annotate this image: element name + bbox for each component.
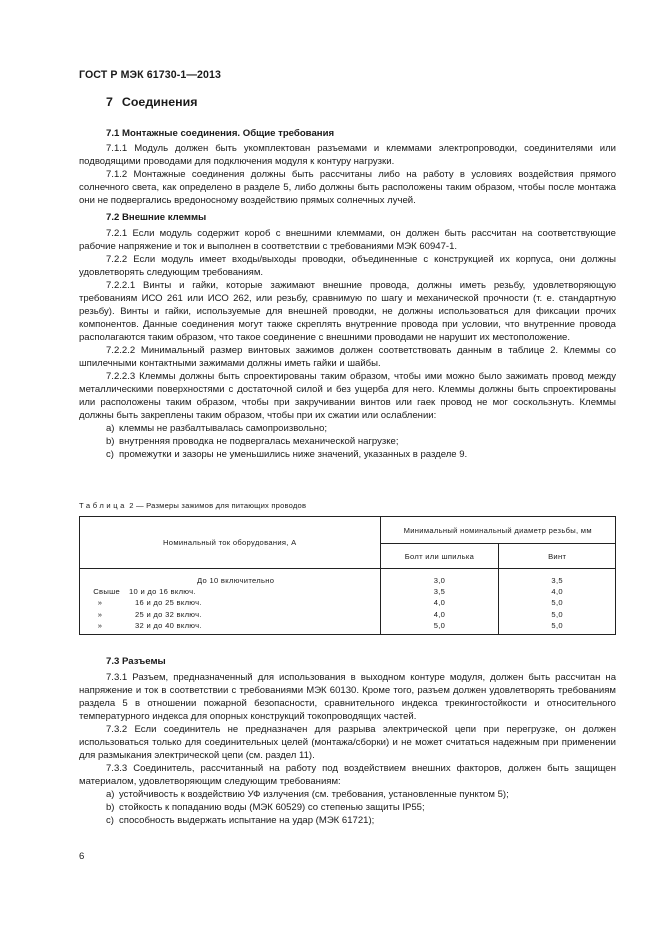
subsection-7-3-title: 7.3 Разъемы <box>106 656 166 667</box>
list-item <box>79 422 616 435</box>
table-row <box>80 609 380 620</box>
list-text: устойчивость к воздействию УФ излучения (см. требования, установленные пунктом 5); <box>119 789 509 800</box>
page-number: 6 <box>79 851 85 862</box>
paragraph-7-1-1: 7.1.1 Модуль должен быть укомплектован разъемами и клеммами электропроводки, соединителями или подводящими проводами для подключения модуля к контуру нагрузки. <box>79 143 616 167</box>
list-marker: c) <box>106 449 114 460</box>
list-marker: b) <box>106 436 115 447</box>
section-title: Соединения <box>121 95 198 109</box>
table-cell: 5,0 <box>433 620 446 630</box>
table-caption-word: Таблица <box>79 501 127 510</box>
subsection-7-1-body <box>79 142 616 207</box>
paragraph-7-2-2: 7.2.2 Если модуль имеет входы/выходы проводки, объединенные с конструкцией их корпуса, они должны удовлетворять следующим требованиям. <box>79 254 616 278</box>
list-text: внутренняя проводка не подвергалась механической нагрузке; <box>119 436 399 447</box>
paragraph-7-2-2-3: 7.2.2.3 Клеммы должны быть спроектированы таким образом, чтобы ими можно было зажимать провод между металлическими поверхностями с достаточной силой и без ущерба для него. Клеммы должны быть спроектированы или расположены таким образом, чтобы при закручивании винтов или гаек провод не мог соскользнуть. Клеммы должны быть закреплены таким образом, чтобы при их сжатии или ослаблении: <box>79 371 616 421</box>
table-cell: 5,0 <box>551 598 563 608</box>
subsection-7-3-body <box>79 671 616 827</box>
list-text: стойкость к попаданию воды (МЭК 60529) со степенью защиты IP55; <box>119 802 425 813</box>
table-row <box>80 620 380 631</box>
table-cell: 3,0 <box>433 576 446 585</box>
list-item <box>79 788 616 801</box>
table-row <box>80 575 380 586</box>
list-text: промежутки и зазоры не уменьшились ниже значений, указанных в разделе 9. <box>119 449 468 460</box>
table-cell-range: До 10 включительно <box>197 576 275 585</box>
list-item <box>79 435 616 448</box>
table-cell: 5,0 <box>551 609 563 619</box>
table-cell-prefix: » <box>97 598 103 608</box>
clamp-size-table <box>79 516 616 635</box>
paragraph-7-2-1: 7.2.1 Если модуль содержит короб с внешними клеммами, он должен быть рассчитан на соответствующие рабочие напряжение и ток и выполнен в соответствии с требованиями МЭК 60947-1. <box>79 228 616 252</box>
list-text: клеммы не разбалтывалась самопроизвольно; <box>119 423 328 434</box>
subsection-7-2-body <box>79 227 616 461</box>
paragraph-7-2-2-2: 7.2.2.2 Минимальный размер винтовых зажимов должен соответствовать данным в таблице 2. Клеммы со шпилечными контактными зажимами должны иметь гайки и шайбы. <box>79 345 616 369</box>
list-item <box>79 814 616 827</box>
table-header-screw: Винт <box>499 544 616 569</box>
subsection-7-2-title: 7.2 Внешние клеммы <box>106 212 207 223</box>
list-text: способность выдержать испытание на удар (МЭК 61721); <box>119 815 375 826</box>
table-cell: 4,0 <box>433 609 446 619</box>
standard-header: ГОСТ Р МЭК 61730-1—2013 <box>79 69 222 81</box>
paragraph-7-2-2-1: 7.2.2.1 Винты и гайки, которые зажимают внешние провода, должны иметь резьбу, удовлетворяющую требованиям ИСО 261 или ИСО 262, или резьбу, сравнимую по шагу и механической прочности (т. е. стандартную резьбу). Винты и гайки, используемые для внешней проводки, не должны использоваться для фиксации прочих компонентов. Данные соединения могут также скреплять внутренние провода при условии, что внутренние провода располагаются таким образом, что такое соединение с внешними проводами не нарушит их местоположение. <box>79 280 616 343</box>
list-item <box>79 801 616 814</box>
table-cell-prefix: » <box>97 620 103 630</box>
paragraph-7-3-1: 7.3.1 Разъем, предназначенный для использования в выходном контуре модуля, должен быть рассчитан на напряжение и ток в соответствии с требованиями МЭК 60130. Кроме того, разъем должен удовлетворять требованиям раздела 5 в отношении пожарной безопасности, сравнительного индекса трекингостойкости и относительного температурного индекса для опорных конструкций токопроводящих частей. <box>79 672 616 722</box>
table-header-current: Номинальный ток оборудования, А <box>80 517 381 569</box>
list-marker: c) <box>106 815 114 826</box>
list-marker: a) <box>106 423 115 434</box>
subsection-7-1-title: 7.1 Монтажные соединения. Общие требования <box>106 128 335 139</box>
list-marker: b) <box>106 802 115 813</box>
table-column-screw <box>499 569 616 635</box>
table-header-diameter: Минимальный номинальный диаметр резьбы, мм <box>380 517 615 544</box>
table-cell-range: 10 и до 16 включ. <box>129 587 196 597</box>
list-marker: a) <box>106 789 115 800</box>
table-cell-range: 25 и до 32 включ. <box>135 609 202 619</box>
table-caption-text: 2 — Размеры зажимов для питающих проводов <box>129 501 307 510</box>
table-cell-range: 32 и до 40 включ. <box>135 620 202 630</box>
section-heading <box>106 95 198 109</box>
table-column-bolt <box>380 569 499 635</box>
table-cell: 4,0 <box>433 598 446 608</box>
section-number: 7 <box>106 95 113 109</box>
table-caption <box>79 501 306 510</box>
table-header-bolt: Болт или шпилька <box>380 544 499 569</box>
table-row <box>80 597 380 608</box>
paragraph-7-3-3: 7.3.3 Соединитель, рассчитанный на работу под воздействием внешних факторов, должен быть защищен материалом, удовлетворяющим следующим требованиям: <box>79 763 616 787</box>
paragraph-7-3-2: 7.3.2 Если соединитель не предназначен для разрыва электрической цепи при перегрузке, он должен использоваться только для соединительных целей (монтажа/сборки) и не может считаться надежным при применении для размыкания электрической цепи (см. раздел 11). <box>79 724 616 761</box>
table-cell: 3,5 <box>433 587 446 597</box>
table-cell-prefix: Свыше <box>93 587 120 597</box>
table-row <box>80 586 380 597</box>
table-cell-prefix: » <box>97 609 103 619</box>
table-cell-range: 16 и до 25 включ. <box>135 598 202 608</box>
table-column-current <box>80 569 381 635</box>
list-item <box>79 448 616 461</box>
table-cell: 5,0 <box>551 620 563 630</box>
paragraph-7-1-2: 7.1.2 Монтажные соединения должны быть рассчитаны либо на работу в условиях воздействия прямого солнечного света, как определено в разделе 5, либо должны быть расположены таким образом, чтобы после монтажа они не подвергались вредоносному воздействию прямых солнечных лучей. <box>79 169 616 206</box>
table-cell: 4,0 <box>551 587 563 597</box>
table-cell: 3,5 <box>551 576 563 585</box>
